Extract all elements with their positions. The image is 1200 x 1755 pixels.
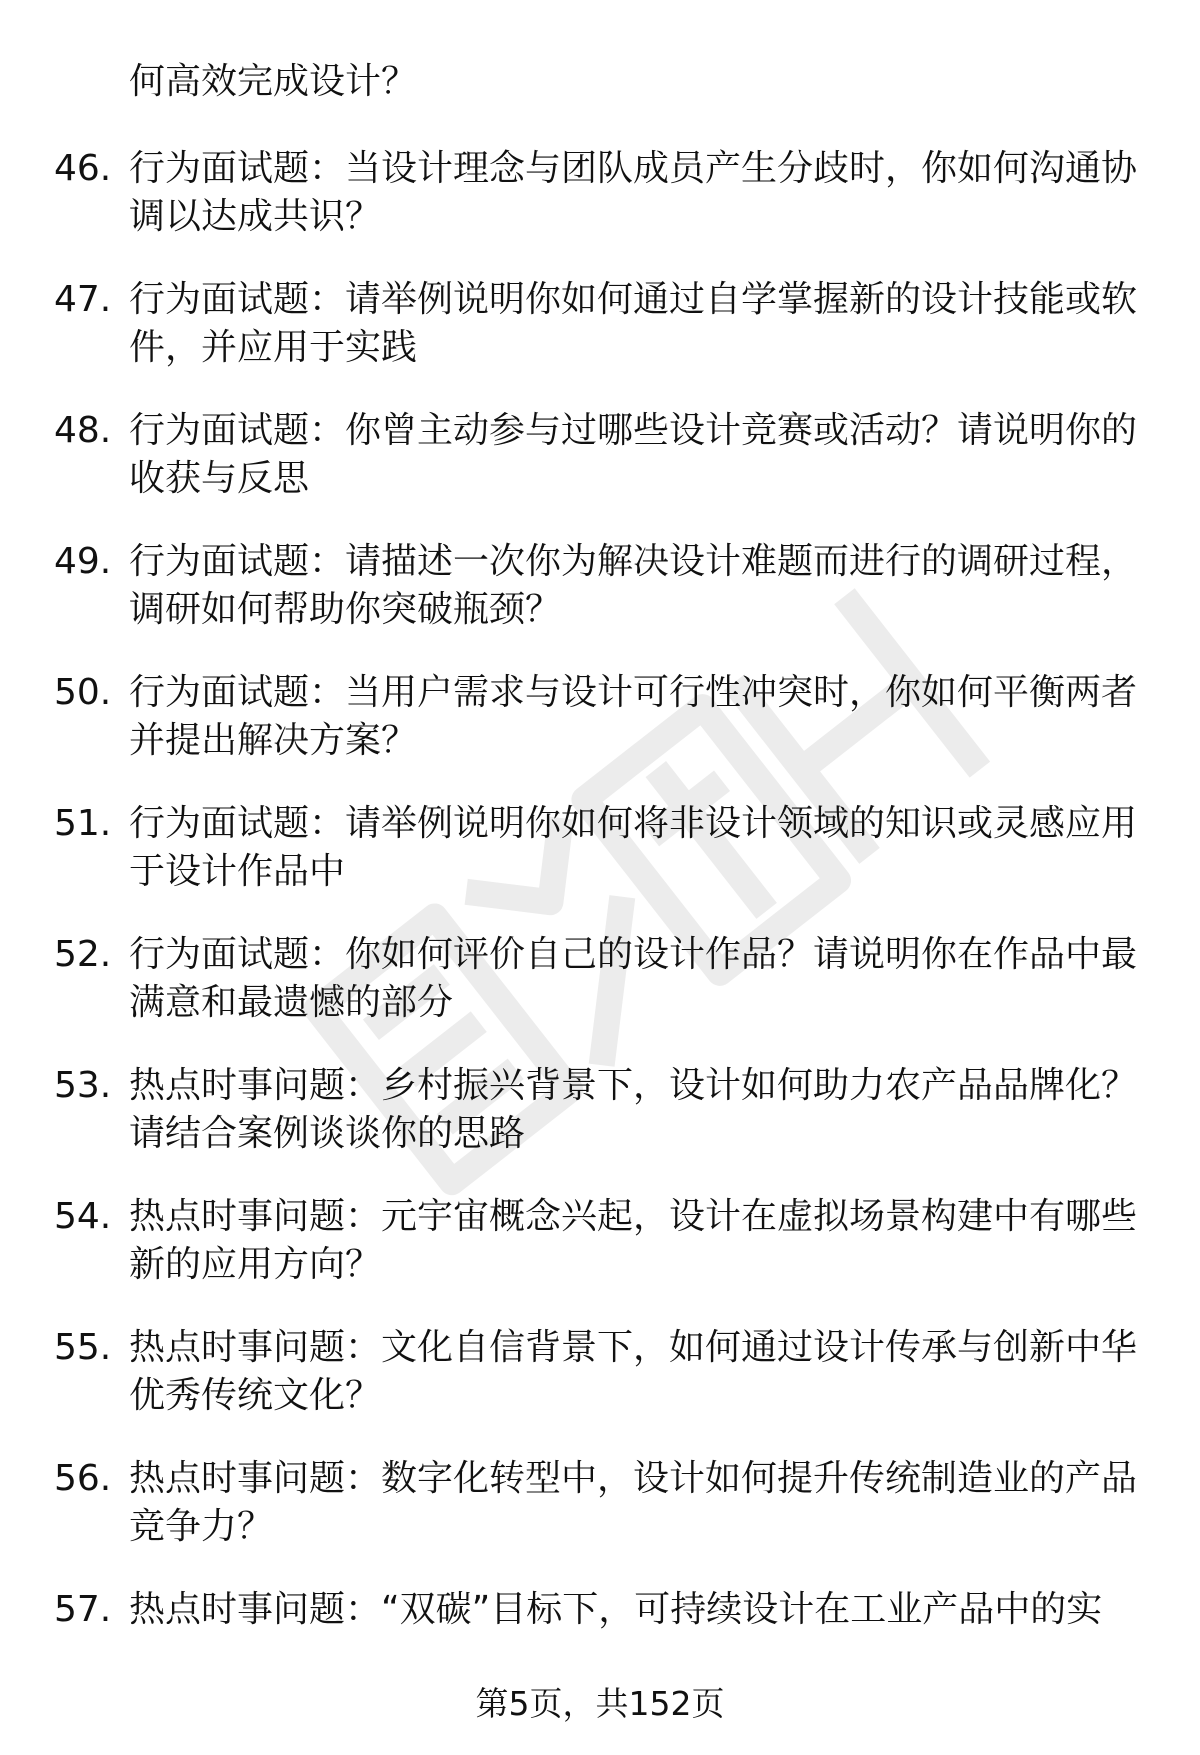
item-text (129, 931, 1149, 1027)
list-item (0, 931, 1200, 1062)
item-text-line: 调研如何帮助你突破瓶颈？ (129, 589, 562, 630)
list-item (0, 1193, 1200, 1324)
item-text (129, 800, 1149, 896)
item-number: 49. (54, 541, 112, 582)
item-text-line: 行为面试题：当用户需求与设计可行性冲突时，你如何平衡两者 (129, 672, 1138, 713)
item-text (129, 1062, 1149, 1158)
page-footer: 第5页，共152页 (475, 1684, 725, 1723)
item-text-line: 行为面试题：请举例说明你如何将非设计领域的知识或灵感应用 (129, 803, 1138, 844)
list-item (0, 1062, 1200, 1193)
list-item (0, 1324, 1200, 1455)
item-text-line: 行为面试题：你如何评价自己的设计作品？请说明你在作品中最 (129, 934, 1138, 975)
item-text-line: 行为面试题：你曾主动参与过哪些设计竞赛或活动？请说明你的 (129, 410, 1138, 451)
list-item (0, 669, 1200, 800)
item-number: 57. (54, 1589, 112, 1630)
item-number: 54. (54, 1196, 112, 1237)
item-text-line: 满意和最遗憾的部分 (129, 982, 454, 1023)
list-item (0, 1455, 1200, 1586)
item-text (129, 538, 1149, 634)
list-item (0, 276, 1200, 407)
item-text-line: 新的应用方向？ (129, 1244, 382, 1285)
item-number: 55. (54, 1327, 112, 1368)
item-text-line: 行为面试题：请举例说明你如何通过自学掌握新的设计技能或软 (129, 279, 1138, 320)
item-text (129, 1455, 1149, 1551)
item-text-line: 热点时事问题：元宇宙概念兴起，设计在虚拟场景构建中有哪些 (129, 1196, 1138, 1237)
list-item (0, 145, 1200, 276)
carry-over-line: 何高效完成设计？ (129, 61, 418, 102)
item-text-line: 热点时事问题：“双碳”目标下，可持续设计在工业产品中的实 (129, 1589, 1103, 1630)
item-number: 48. (54, 410, 112, 451)
item-text-line: 热点时事问题：数字化转型中，设计如何提升传统制造业的产品 (129, 1458, 1138, 1499)
item-number: 56. (54, 1458, 112, 1499)
list-item (0, 800, 1200, 931)
item-text-line: 热点时事问题：文化自信背景下，如何通过设计传承与创新中华 (129, 1327, 1138, 1368)
item-text (129, 407, 1149, 503)
item-text (129, 276, 1149, 372)
item-text-line: 于设计作品中 (129, 851, 346, 892)
item-text-line: 竞争力？ (129, 1506, 274, 1547)
item-text-line: 件，并应用于实践 (129, 327, 418, 368)
item-text-line: 并提出解决方案？ (129, 720, 418, 761)
item-text (129, 145, 1149, 241)
list-item (0, 538, 1200, 669)
item-number: 53. (54, 1065, 112, 1106)
item-text (129, 1324, 1149, 1420)
item-text (129, 669, 1149, 765)
item-text-line: 请结合案例谈谈你的思路 (129, 1113, 526, 1154)
item-number: 47. (54, 279, 112, 320)
item-text-line: 优秀传统文化？ (129, 1375, 382, 1416)
item-number: 50. (54, 672, 112, 713)
list-item (0, 407, 1200, 538)
item-text-line: 收获与反思 (129, 458, 310, 499)
item-text-line: 行为面试题：请描述一次你为解决设计难题而进行的调研过程， (129, 541, 1138, 582)
item-number: 51. (54, 803, 112, 844)
item-number: 52. (54, 934, 112, 975)
item-text-line: 热点时事问题：乡村振兴背景下，设计如何助力农产品品牌化？ (129, 1065, 1138, 1106)
item-number: 46. (54, 148, 112, 189)
item-text (129, 1193, 1149, 1289)
item-text (129, 1586, 1149, 1634)
item-text-line: 行为面试题：当设计理念与团队成员产生分歧时，你如何沟通协 (129, 148, 1138, 189)
question-list (0, 145, 1200, 1717)
item-text-line: 调以达成共识？ (129, 196, 382, 237)
